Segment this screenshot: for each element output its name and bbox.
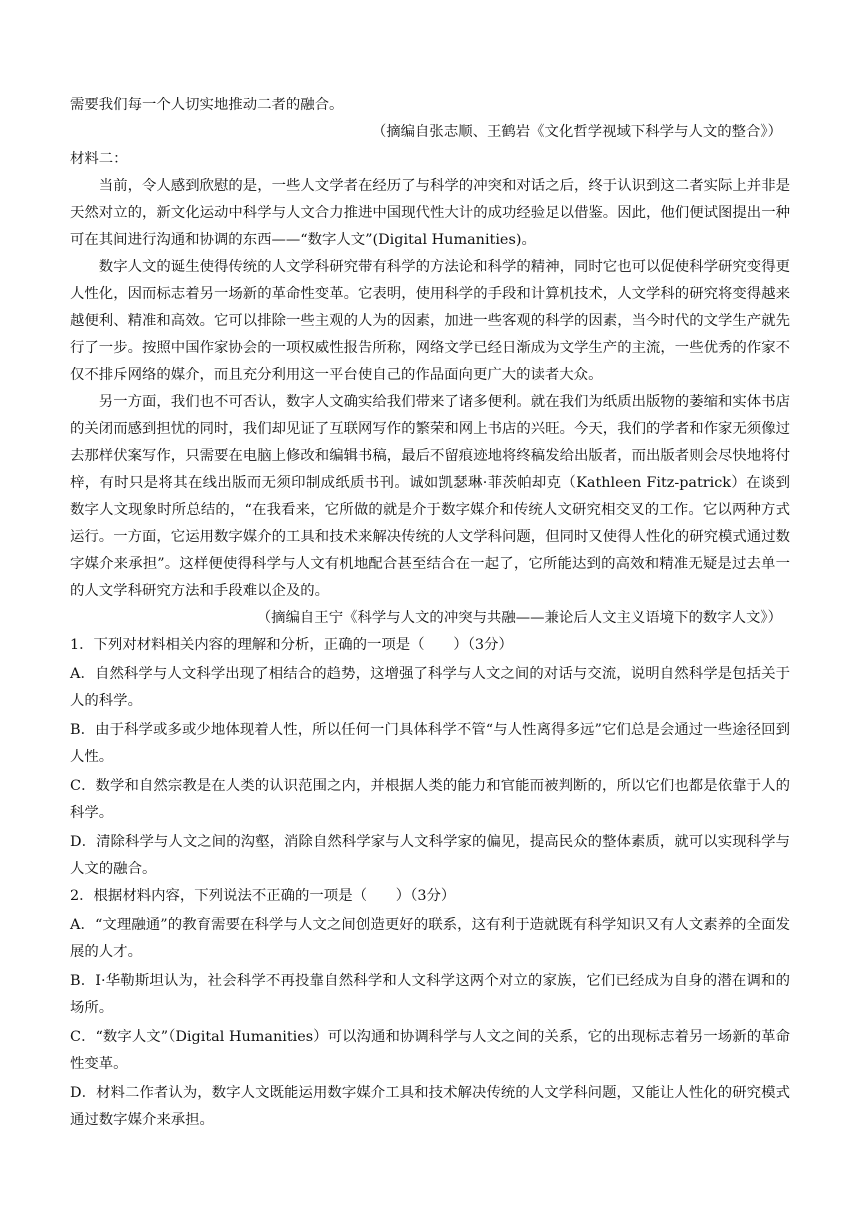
question-1 (70, 632, 790, 883)
material1-tail-text: 需要我们每一个人切实地推动二者的融合。 (70, 97, 344, 113)
question-1-option-b: B．由于科学或多或少地体现着人性，所以任何一门具体科学不管“与人性离得多远”它们总是会通过一些途径回到人性。 (70, 722, 790, 765)
question-1-option-c: C．数学和自然宗教是在人类的认识范围之内，并根据人类的能力和官能而被判断的，所以它们也都是依靠于人的科学。 (70, 778, 790, 821)
material2-paragraph-2: 数字人文的诞生使得传统的人文学科研究带有科学的方法论和科学的精神，同时它也可以促使科学研究变得更人性化，因而标志着另一场新的革命性变革。它表明，使用科学的手段和计算机技术，人文学科的研究将变得越来越便利、精准和高效。它可以排除一些主观的人为的因素，加进一些客观的科学的因素，当今时代的文学生产就先行了一步。按照中国作家协会的一项权威性报告所称，网络文学已经日渐成为文学生产的主流，一些优秀的作家不仅不排斥网络的媒介，而且充分利用这一平台使自己的作品面向更广大的读者大众。 (70, 259, 790, 383)
material2-source: （摘编自王宁《科学与人文的冲突与共融——兼论后人文主义语境下的数字人文》） (256, 610, 782, 626)
material1-source: （摘编自张志顺、王鹤岩《文化哲学视域下科学与人文的整合》） (371, 124, 782, 140)
material2-label: 材料二： (70, 151, 128, 167)
question-1-stem: 1．下列对材料相关内容的理解和分析，正确的一项是（ ）（3分） (70, 637, 513, 653)
question-1-option-d: D．清除科学与人文之间的沟壑，消除自然科学家与人文科学家的偏见，提高民众的整体素质，就可以实现科学与人文的融合。 (70, 834, 790, 877)
question-2 (70, 883, 790, 1134)
question-2-option-d: D．材料二作者认为，数字人文既能运用数字媒介工具和技术解决传统的人文学科问题，又能让人性化的研究模式通过数字媒介来承担。 (70, 1085, 790, 1128)
material2-paragraph-3: 另一方面，我们也不可否认，数字人文确实给我们带来了诸多便利。就在我们为纸质出版物的萎缩和实体书店的关闭而感到担忧的同时，我们却见证了互联网写作的繁荣和网上书店的兴旺。今天，我们的学者和作家无须像过去那样伏案写作，只需要在电脑上修改和编辑书稿，最后不留痕迹地将终稿发给出版者，而出版者则会尽快地将付梓，有时只是将其在线出版而无须印制成纸质书刊。诚如凯瑟琳·菲茨帕却克（Kathleen Fitz-patrick）在谈到数字人文现象时所总结的，“在我看来，它所做的就是介于数字媒介和传统人文研究相交叉的工作。它以两种方式运行。一方面，它运用数字媒介的工具和技术来解决传统的人文学科问题，但同时又使得人性化的研究模式通过数字媒介来承担”。这样便使得科学与人文有机地配合甚至结合在一起了，它所能达到的高效和精准无疑是过去单一的人文学科研究方法和手段难以企及的。 (70, 394, 790, 599)
question-2-stem: 2．根据材料内容，下列说法不正确的一项是（ ）（3分） (70, 888, 456, 904)
question-2-option-b: B．I·华勒斯坦认为，社会科学不再投靠自然科学和人文科学这两个对立的家族，它们已经成为自身的潜在调和的场所。 (70, 973, 790, 1016)
question-1-option-a: A．自然科学与人文科学出现了相结合的趋势，这增强了科学与人文之间的对话与交流，说明自然科学是包括关于人的科学。 (70, 666, 790, 709)
question-2-option-a: A．“文理融通”的教育需要在科学与人文之间创造更好的联系，这有利于造就既有科学知识又有人文素养的全面发展的人才。 (70, 917, 790, 960)
material2-paragraph-1: 当前，令人感到欣慰的是，一些人文学者在经历了与科学的冲突和对话之后，终于认识到这二者实际上并非是天然对立的，新文化运动中科学与人文合力推进中国现代性大计的成功经验足以借鉴。因此，他们便试图提出一种可在其间进行沟通和协调的东西——“数字人文”(Digital Humanities)。 (70, 178, 790, 248)
question-2-option-c: C．“数字人文”（Digital Humanities）可以沟通和协调科学与人文之间的关系，它的出现标志着另一场新的革命性变革。 (70, 1029, 790, 1072)
